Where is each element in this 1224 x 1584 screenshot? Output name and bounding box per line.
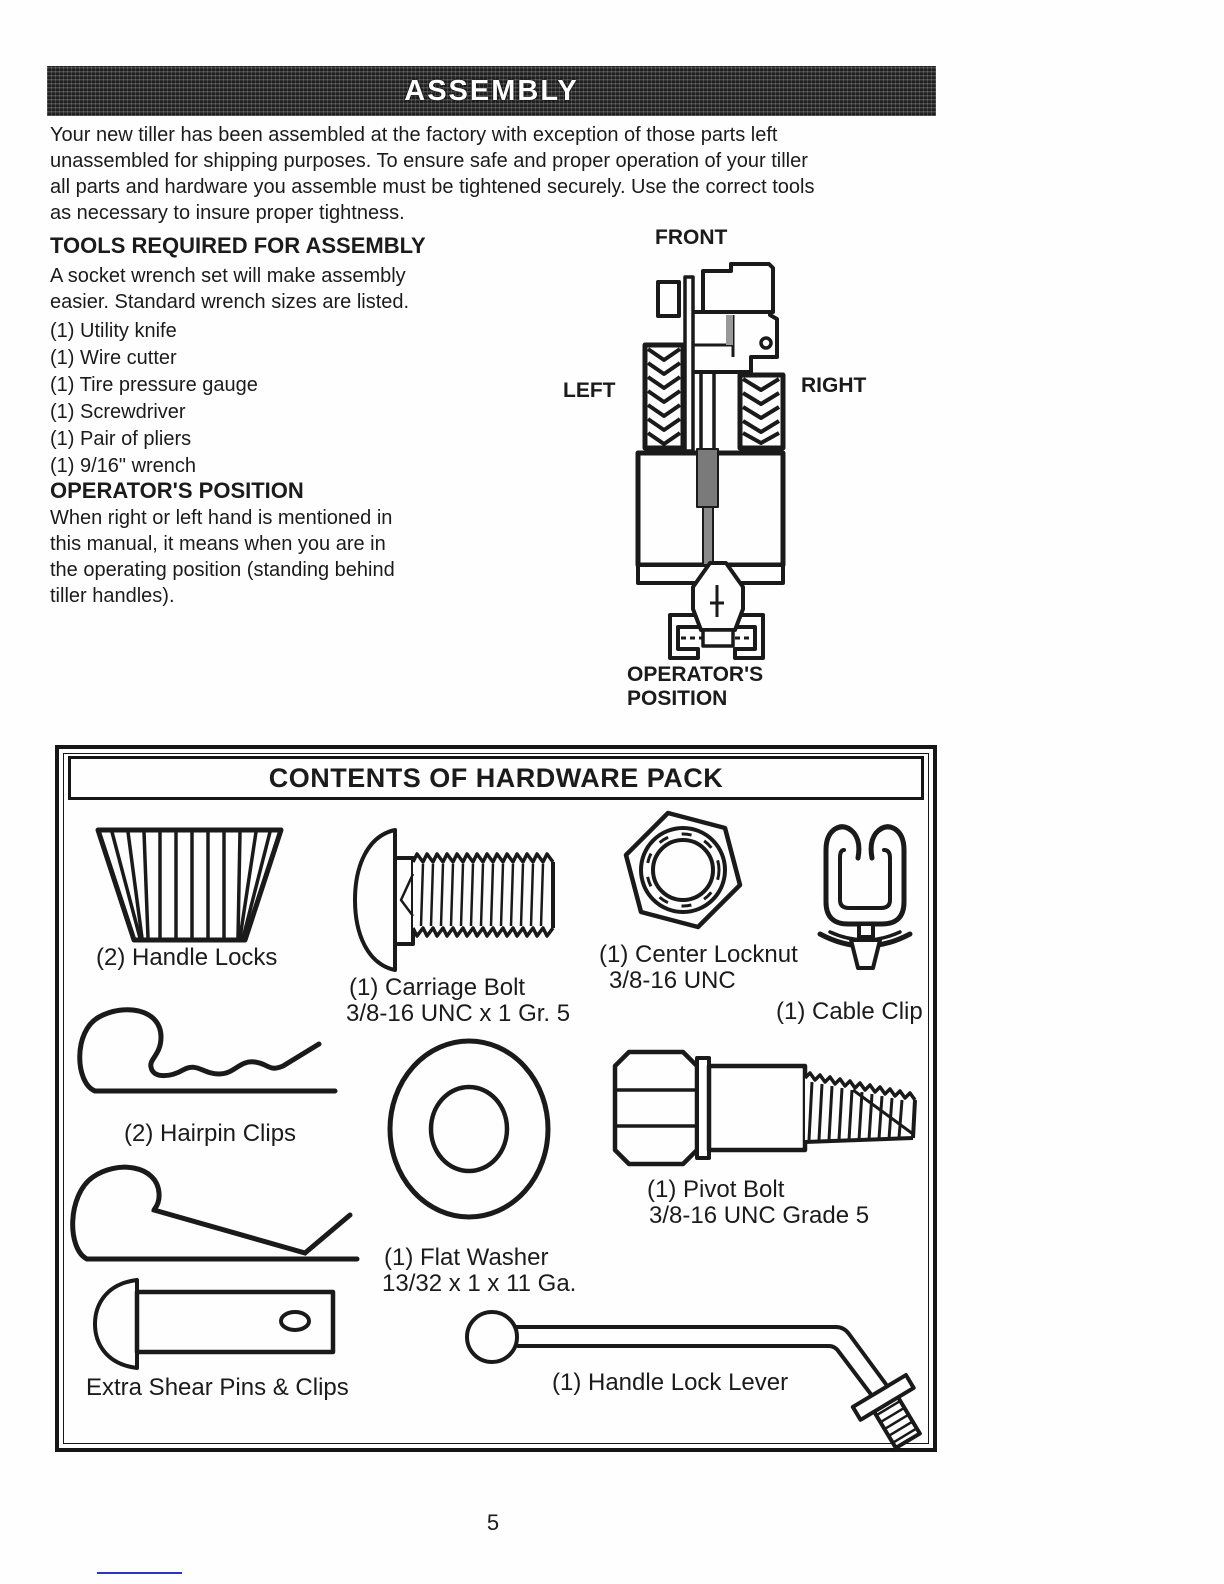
- pivot-bolt-label: (1) Pivot Bolt: [647, 1176, 785, 1203]
- hairpin-clips-label: (2) Hairpin Clips: [124, 1120, 297, 1147]
- shear-pin-illustration: [89, 1276, 339, 1374]
- hairpin-clip-illustration: [71, 991, 343, 1105]
- diagram-front-label: FRONT: [655, 226, 728, 249]
- tool-item: (1) Utility knife: [50, 320, 177, 342]
- operators-position-body: When right or left hand is mentioned in this manual, it means when you are in the operating position (standing behind tiller handles).: [50, 507, 395, 607]
- tool-item: (1) Screwdriver: [50, 401, 186, 423]
- handle-lock-lever-label: (1) Handle Lock Lever: [552, 1369, 789, 1396]
- tools-intro: A socket wrench set will make assembly easier. Standard wrench sizes are listed.: [50, 265, 410, 313]
- tool-item: (1) 9/16" wrench: [50, 455, 197, 477]
- pivot-bolt-illustration: [607, 1046, 922, 1171]
- carriage-bolt-spec: 3/8-16 UNC x 1 Gr. 5: [346, 1000, 571, 1027]
- assembly-section-title: ASSEMBLY: [404, 74, 579, 107]
- tools-required-heading: TOOLS REQUIRED FOR ASSEMBLY: [50, 233, 426, 258]
- diagram-left-label: LEFT: [563, 379, 616, 402]
- shear-pins-label: Extra Shear Pins & Clips: [86, 1374, 349, 1401]
- carriage-bolt-label: (1) Carriage Bolt: [349, 974, 526, 1001]
- cable-clip-illustration: [814, 814, 919, 982]
- tool-item: (1) Wire cutter: [50, 347, 177, 369]
- flat-washer-illustration: [384, 1034, 554, 1224]
- hardware-pack-box: [55, 745, 937, 1452]
- handle-locks-illustration: [92, 824, 287, 946]
- diagram-right-label: RIGHT: [801, 374, 867, 397]
- pivot-bolt-spec: 3/8-16 UNC Grade 5: [649, 1202, 870, 1229]
- center-locknut-label: (1) Center Locknut: [599, 941, 798, 968]
- center-locknut-illustration: [619, 809, 749, 939]
- diagram-operator-label: OPERATOR'S POSITION: [627, 663, 764, 710]
- tool-item: (1) Pair of pliers: [50, 428, 192, 450]
- handle-locks-label: (2) Handle Locks: [96, 944, 278, 971]
- tool-item: (1) Tire pressure gauge: [50, 374, 258, 396]
- cable-clip-label: (1) Cable Clip: [776, 998, 923, 1025]
- tiller-top-view-illustration: [545, 253, 965, 663]
- carriage-bolt-illustration: [349, 822, 569, 978]
- hardware-pack-title: CONTENTS OF HARDWARE PACK: [68, 756, 924, 800]
- tools-list: [50, 318, 470, 480]
- flat-washer-spec: 13/32 x 1 x 11 Ga.: [382, 1270, 577, 1297]
- center-locknut-spec: 3/8-16 UNC: [609, 967, 736, 994]
- page-number: 5: [486, 1510, 500, 1535]
- assembly-section-header-bar: [47, 66, 936, 116]
- operators-position-heading: OPERATOR'S POSITION: [50, 478, 304, 503]
- flat-washer-label: (1) Flat Washer: [384, 1244, 549, 1271]
- hairpin-clip-illustration: [67, 1147, 372, 1273]
- scan-artifact-blue-line: [97, 1572, 182, 1574]
- intro-paragraph: Your new tiller has been assembled at the factory with exception of those parts left unassembled for shipping purposes. To ensure safe and proper operation of your tiller all parts and hardware you assemble must be tightened securely. Use the correct tools as necessary to insure proper tightness.: [50, 124, 815, 224]
